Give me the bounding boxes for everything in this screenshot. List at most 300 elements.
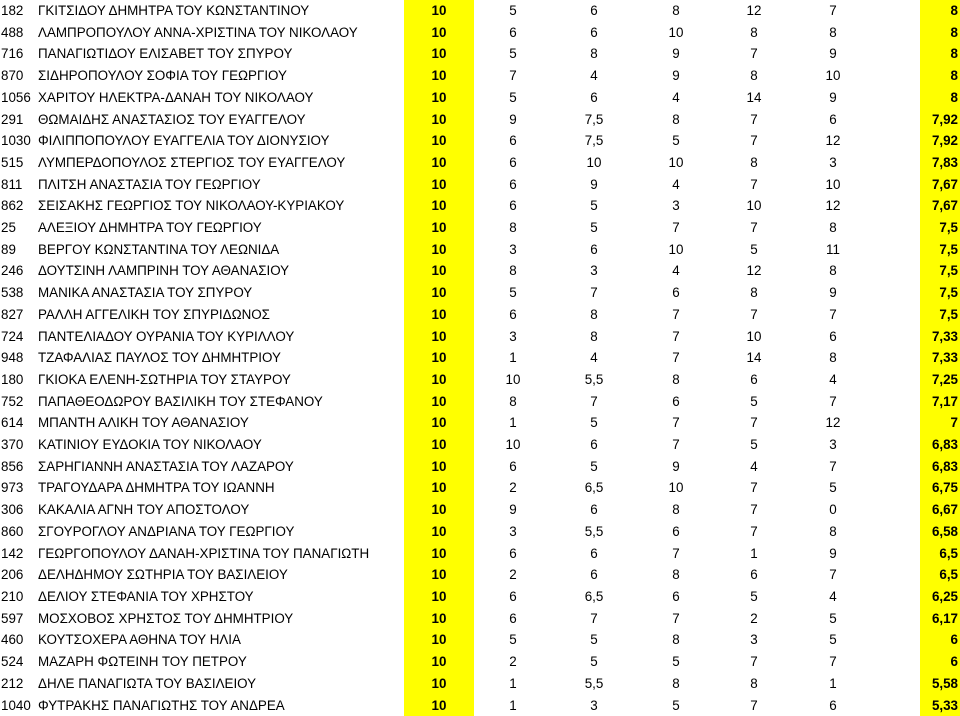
- base-grade: 10: [404, 673, 474, 695]
- base-grade: 10: [404, 22, 474, 44]
- score-4: 14: [716, 87, 792, 109]
- average-grade: 8: [920, 87, 960, 109]
- average-grade: 8: [920, 65, 960, 87]
- table-row: [0, 347, 960, 369]
- average-grade: 6,83: [920, 434, 960, 456]
- score-4: 7: [716, 499, 792, 521]
- table-row: [0, 434, 960, 456]
- average-grade: 8: [920, 0, 960, 22]
- score-5: 6: [792, 109, 874, 131]
- score-1: 1: [474, 347, 552, 369]
- score-3: 5: [636, 130, 716, 152]
- score-5: 3: [792, 152, 874, 174]
- score-5: 8: [792, 217, 874, 239]
- average-grade: 7,5: [920, 282, 960, 304]
- base-grade: 10: [404, 152, 474, 174]
- score-2: 6: [552, 543, 636, 565]
- base-grade: 10: [404, 456, 474, 478]
- student-name: ΜΑΝΙΚΑ ΑΝΑΣΤΑΣΙΑ ΤΟΥ ΣΠΥΡΟΥ: [36, 282, 404, 304]
- average-grade: 7,17: [920, 391, 960, 413]
- score-4: 10: [716, 195, 792, 217]
- student-name: ΓΚΙΟΚΑ ΕΛΕΝΗ-ΣΩΤΗΡΙΑ ΤΟΥ ΣΤΑΥΡΟΥ: [36, 369, 404, 391]
- score-5: 7: [792, 456, 874, 478]
- score-2: 5,5: [552, 521, 636, 543]
- table-row: [0, 152, 960, 174]
- score-5: 9: [792, 543, 874, 565]
- score-1: 10: [474, 434, 552, 456]
- registration-number: 1030: [0, 130, 36, 152]
- score-1: 5: [474, 629, 552, 651]
- table-row: [0, 456, 960, 478]
- table-row: [0, 217, 960, 239]
- average-grade: 6,67: [920, 499, 960, 521]
- score-1: 6: [474, 586, 552, 608]
- spacer-cell: [874, 369, 916, 391]
- score-1: 5: [474, 0, 552, 22]
- score-3: 6: [636, 391, 716, 413]
- registration-number: 811: [0, 174, 36, 196]
- base-grade: 10: [404, 629, 474, 651]
- average-grade: 6,83: [920, 456, 960, 478]
- score-2: 7: [552, 608, 636, 630]
- base-grade: 10: [404, 195, 474, 217]
- average-grade: 7,33: [920, 347, 960, 369]
- average-grade: 7,67: [920, 195, 960, 217]
- score-2: 6: [552, 0, 636, 22]
- score-2: 7: [552, 391, 636, 413]
- base-grade: 10: [404, 586, 474, 608]
- score-3: 10: [636, 152, 716, 174]
- score-3: 4: [636, 87, 716, 109]
- spacer-cell: [874, 22, 916, 44]
- student-name: ΛΑΜΠΡΟΠΟΥΛΟΥ ΑΝΝΑ-ΧΡΙΣΤΙΝΑ ΤΟΥ ΝΙΚΟΛΑΟΥ: [36, 22, 404, 44]
- score-5: 9: [792, 282, 874, 304]
- student-name: ΧΑΡΙΤΟΥ ΗΛΕΚΤΡΑ-ΔΑΝΑΗ ΤΟΥ ΝΙΚΟΛΑΟΥ: [36, 87, 404, 109]
- base-grade: 10: [404, 0, 474, 22]
- score-3: 8: [636, 629, 716, 651]
- base-grade: 10: [404, 260, 474, 282]
- score-4: 3: [716, 629, 792, 651]
- score-3: 7: [636, 217, 716, 239]
- spacer-cell: [874, 434, 916, 456]
- average-grade: 5,58: [920, 673, 960, 695]
- student-name: ΔΗΛΕ ΠΑΝΑΓΙΩΤΑ ΤΟΥ ΒΑΣΙΛΕΙΟΥ: [36, 673, 404, 695]
- score-1: 6: [474, 543, 552, 565]
- score-1: 8: [474, 217, 552, 239]
- score-1: 8: [474, 391, 552, 413]
- average-grade: 7,5: [920, 239, 960, 261]
- score-1: 1: [474, 673, 552, 695]
- score-4: 7: [716, 174, 792, 196]
- registration-number: 856: [0, 456, 36, 478]
- score-1: 6: [474, 195, 552, 217]
- student-name: ΦΥΤΡΑΚΗΣ ΠΑΝΑΓΙΩΤΗΣ ΤΟΥ ΑΝΔΡΕΑ: [36, 695, 404, 716]
- score-1: 3: [474, 326, 552, 348]
- score-3: 8: [636, 0, 716, 22]
- spacer-cell: [874, 109, 916, 131]
- score-2: 5: [552, 217, 636, 239]
- table-row: [0, 412, 960, 434]
- score-3: 7: [636, 543, 716, 565]
- base-grade: 10: [404, 174, 474, 196]
- base-grade: 10: [404, 564, 474, 586]
- table-row: [0, 695, 960, 716]
- table-row: [0, 65, 960, 87]
- score-3: 10: [636, 477, 716, 499]
- score-2: 5,5: [552, 673, 636, 695]
- score-2: 8: [552, 43, 636, 65]
- score-1: 1: [474, 412, 552, 434]
- student-name: ΜΠΑΝΤΗ ΑΛΙΚΗ ΤΟΥ ΑΘΑΝΑΣΙΟΥ: [36, 412, 404, 434]
- student-name: ΤΡΑΓΟΥΔΑΡΑ ΔΗΜΗΤΡΑ ΤΟΥ ΙΩΑΝΝΗ: [36, 477, 404, 499]
- score-5: 7: [792, 651, 874, 673]
- student-name: ΚΑΤΙΝΙΟΥ ΕΥΔΟΚΙΑ ΤΟΥ ΝΙΚΟΛΑΟΥ: [36, 434, 404, 456]
- score-5: 3: [792, 434, 874, 456]
- student-name: ΠΑΝΤΕΛΙΑΔΟΥ ΟΥΡΑΝΙΑ ΤΟΥ ΚΥΡΙΛΛΟΥ: [36, 326, 404, 348]
- score-4: 7: [716, 412, 792, 434]
- student-name: ΓΚΙΤΣΙΔΟΥ ΔΗΜΗΤΡΑ ΤΟΥ ΚΩΝΣΤΑΝΤΙΝΟΥ: [36, 0, 404, 22]
- base-grade: 10: [404, 499, 474, 521]
- score-1: 6: [474, 304, 552, 326]
- score-2: 4: [552, 347, 636, 369]
- registration-number: 860: [0, 521, 36, 543]
- table-row: [0, 608, 960, 630]
- average-grade: 8: [920, 43, 960, 65]
- base-grade: 10: [404, 477, 474, 499]
- table-row: [0, 22, 960, 44]
- score-1: 6: [474, 608, 552, 630]
- score-4: 7: [716, 109, 792, 131]
- score-2: 5: [552, 456, 636, 478]
- spacer-cell: [874, 174, 916, 196]
- score-5: 4: [792, 369, 874, 391]
- registration-number: 142: [0, 543, 36, 565]
- base-grade: 10: [404, 217, 474, 239]
- registration-number: 182: [0, 0, 36, 22]
- spacer-cell: [874, 521, 916, 543]
- score-2: 5: [552, 651, 636, 673]
- score-2: 6: [552, 22, 636, 44]
- average-grade: 6,25: [920, 586, 960, 608]
- average-grade: 6,58: [920, 521, 960, 543]
- registration-number: 370: [0, 434, 36, 456]
- average-grade: 6: [920, 629, 960, 651]
- score-3: 4: [636, 260, 716, 282]
- table-row: [0, 369, 960, 391]
- average-grade: 6,5: [920, 543, 960, 565]
- registration-number: 460: [0, 629, 36, 651]
- spacer-cell: [874, 87, 916, 109]
- score-3: 4: [636, 174, 716, 196]
- registration-number: 206: [0, 564, 36, 586]
- score-5: 7: [792, 304, 874, 326]
- base-grade: 10: [404, 543, 474, 565]
- base-grade: 10: [404, 521, 474, 543]
- registration-number: 752: [0, 391, 36, 413]
- spacer-cell: [874, 260, 916, 282]
- score-3: 7: [636, 412, 716, 434]
- spacer-cell: [874, 65, 916, 87]
- registration-number: 973: [0, 477, 36, 499]
- score-2: 9: [552, 174, 636, 196]
- score-3: 8: [636, 673, 716, 695]
- base-grade: 10: [404, 391, 474, 413]
- score-2: 7,5: [552, 109, 636, 131]
- score-5: 6: [792, 695, 874, 716]
- score-3: 9: [636, 456, 716, 478]
- score-5: 11: [792, 239, 874, 261]
- registration-number: 827: [0, 304, 36, 326]
- student-name: ΤΖΑΦΑΛΙΑΣ ΠΑΥΛΟΣ ΤΟΥ ΔΗΜΗΤΡΙΟΥ: [36, 347, 404, 369]
- score-4: 7: [716, 130, 792, 152]
- registration-number: 1056: [0, 87, 36, 109]
- table-row: [0, 109, 960, 131]
- table-row: [0, 174, 960, 196]
- student-name: ΛΥΜΠΕΡΔΟΠΟΥΛΟΣ ΣΤΕΡΓΙΟΣ ΤΟΥ ΕΥΑΓΓΕΛΟΥ: [36, 152, 404, 174]
- score-1: 6: [474, 456, 552, 478]
- score-3: 8: [636, 499, 716, 521]
- score-5: 8: [792, 521, 874, 543]
- base-grade: 10: [404, 369, 474, 391]
- student-name: ΠΑΠΑΘΕΟΔΩΡΟΥ ΒΑΣΙΛΙΚΗ ΤΟΥ ΣΤΕΦΑΝΟΥ: [36, 391, 404, 413]
- score-4: 7: [716, 695, 792, 716]
- score-2: 7,5: [552, 130, 636, 152]
- student-name: ΓΕΩΡΓΟΠΟΥΛΟΥ ΔΑΝΑΗ-ΧΡΙΣΤΙΝΑ ΤΟΥ ΠΑΝΑΓΙΩΤΗ: [36, 543, 404, 565]
- base-grade: 10: [404, 282, 474, 304]
- base-grade: 10: [404, 651, 474, 673]
- score-3: 10: [636, 22, 716, 44]
- average-grade: 8: [920, 22, 960, 44]
- registration-number: 614: [0, 412, 36, 434]
- score-3: 7: [636, 434, 716, 456]
- score-4: 7: [716, 304, 792, 326]
- score-1: 6: [474, 152, 552, 174]
- score-1: 3: [474, 521, 552, 543]
- table-row: [0, 130, 960, 152]
- spacer-cell: [874, 586, 916, 608]
- spacer-cell: [874, 326, 916, 348]
- score-2: 6,5: [552, 477, 636, 499]
- average-grade: 7,67: [920, 174, 960, 196]
- score-3: 9: [636, 65, 716, 87]
- score-4: 8: [716, 22, 792, 44]
- registration-number: 716: [0, 43, 36, 65]
- base-grade: 10: [404, 87, 474, 109]
- base-grade: 10: [404, 65, 474, 87]
- score-2: 5,5: [552, 369, 636, 391]
- registration-number: 212: [0, 673, 36, 695]
- spacer-cell: [874, 282, 916, 304]
- score-5: 5: [792, 608, 874, 630]
- registration-number: 948: [0, 347, 36, 369]
- score-2: 10: [552, 152, 636, 174]
- registration-number: 89: [0, 239, 36, 261]
- spacer-cell: [874, 695, 916, 716]
- score-2: 8: [552, 326, 636, 348]
- score-3: 8: [636, 369, 716, 391]
- student-name: ΜΑΖΑΡΗ ΦΩΤΕΙΝΗ ΤΟΥ ΠΕΤΡΟΥ: [36, 651, 404, 673]
- registration-number: 1040: [0, 695, 36, 716]
- score-1: 5: [474, 282, 552, 304]
- spacer-cell: [874, 43, 916, 65]
- score-5: 8: [792, 347, 874, 369]
- base-grade: 10: [404, 304, 474, 326]
- score-4: 7: [716, 651, 792, 673]
- registration-number: 25: [0, 217, 36, 239]
- score-5: 12: [792, 412, 874, 434]
- average-grade: 7,92: [920, 109, 960, 131]
- score-2: 6: [552, 499, 636, 521]
- score-4: 7: [716, 217, 792, 239]
- score-5: 6: [792, 326, 874, 348]
- score-1: 9: [474, 499, 552, 521]
- average-grade: 5,33: [920, 695, 960, 716]
- student-name: ΔΟΥΤΣΙΝΗ ΛΑΜΠΡΙΝΗ ΤΟΥ ΑΘΑΝΑΣΙΟΥ: [36, 260, 404, 282]
- base-grade: 10: [404, 434, 474, 456]
- score-1: 6: [474, 130, 552, 152]
- registration-number: 524: [0, 651, 36, 673]
- score-5: 9: [792, 43, 874, 65]
- score-5: 7: [792, 564, 874, 586]
- score-5: 8: [792, 260, 874, 282]
- score-1: 6: [474, 174, 552, 196]
- spacer-cell: [874, 564, 916, 586]
- score-5: 8: [792, 22, 874, 44]
- average-grade: 6,17: [920, 608, 960, 630]
- score-2: 8: [552, 304, 636, 326]
- score-5: 7: [792, 391, 874, 413]
- score-2: 7: [552, 282, 636, 304]
- score-2: 4: [552, 65, 636, 87]
- base-grade: 10: [404, 109, 474, 131]
- score-3: 5: [636, 651, 716, 673]
- score-3: 8: [636, 564, 716, 586]
- base-grade: 10: [404, 239, 474, 261]
- score-3: 7: [636, 326, 716, 348]
- table-row: [0, 0, 960, 22]
- score-2: 5: [552, 629, 636, 651]
- spacer-cell: [874, 412, 916, 434]
- student-name: ΠΑΝΑΓΙΩΤΙΔΟΥ ΕΛΙΣΑΒΕΤ ΤΟΥ ΣΠΥΡΟΥ: [36, 43, 404, 65]
- student-name: ΑΛΕΞΙΟΥ ΔΗΜΗΤΡΑ ΤΟΥ ΓΕΩΡΓΙΟΥ: [36, 217, 404, 239]
- score-5: 12: [792, 130, 874, 152]
- score-3: 7: [636, 347, 716, 369]
- average-grade: 7,83: [920, 152, 960, 174]
- spacer-cell: [874, 391, 916, 413]
- score-4: 2: [716, 608, 792, 630]
- score-2: 3: [552, 695, 636, 716]
- registration-number: 870: [0, 65, 36, 87]
- score-4: 8: [716, 282, 792, 304]
- student-name: ΣΕΙΣΑΚΗΣ ΓΕΩΡΓΙΟΣ ΤΟΥ ΝΙΚΟΛΑΟΥ-ΚΥΡΙΑΚΟΥ: [36, 195, 404, 217]
- score-1: 1: [474, 695, 552, 716]
- table-row: [0, 543, 960, 565]
- student-name: ΣΓΟΥΡΟΓΛΟΥ ΑΝΔΡΙΑΝΑ ΤΟΥ ΓΕΩΡΓΙΟΥ: [36, 521, 404, 543]
- table-row: [0, 521, 960, 543]
- score-2: 3: [552, 260, 636, 282]
- score-5: 1: [792, 673, 874, 695]
- score-5: 5: [792, 477, 874, 499]
- score-5: 10: [792, 174, 874, 196]
- student-name: ΘΩΜΑΙΔΗΣ ΑΝΑΣΤΑΣΙΟΣ ΤΟΥ ΕΥΑΓΓΕΛΟΥ: [36, 109, 404, 131]
- score-3: 9: [636, 43, 716, 65]
- score-1: 3: [474, 239, 552, 261]
- score-3: 3: [636, 195, 716, 217]
- student-name: ΔΕΛΙΟΥ ΣΤΕΦΑΝΙΑ ΤΟΥ ΧΡΗΣΤΟΥ: [36, 586, 404, 608]
- score-5: 5: [792, 629, 874, 651]
- score-2: 6,5: [552, 586, 636, 608]
- score-3: 6: [636, 586, 716, 608]
- average-grade: 7,5: [920, 260, 960, 282]
- registration-number: 862: [0, 195, 36, 217]
- score-4: 8: [716, 152, 792, 174]
- registration-number: 538: [0, 282, 36, 304]
- average-grade: 7,5: [920, 304, 960, 326]
- table-row: [0, 282, 960, 304]
- spacer-cell: [874, 0, 916, 22]
- average-grade: 6,5: [920, 564, 960, 586]
- score-5: 0: [792, 499, 874, 521]
- spacer-cell: [874, 152, 916, 174]
- base-grade: 10: [404, 347, 474, 369]
- table-row: [0, 651, 960, 673]
- score-5: 12: [792, 195, 874, 217]
- registration-number: 306: [0, 499, 36, 521]
- score-4: 4: [716, 456, 792, 478]
- spacer-cell: [874, 608, 916, 630]
- score-4: 5: [716, 391, 792, 413]
- score-4: 6: [716, 564, 792, 586]
- spacer-cell: [874, 347, 916, 369]
- score-3: 7: [636, 608, 716, 630]
- score-5: 7: [792, 0, 874, 22]
- registration-number: 180: [0, 369, 36, 391]
- student-name: ΒΕΡΓΟΥ ΚΩΝΣΤΑΝΤΙΝΑ ΤΟΥ ΛΕΩΝΙΔΑ: [36, 239, 404, 261]
- score-4: 1: [716, 543, 792, 565]
- table-row: [0, 586, 960, 608]
- score-4: 14: [716, 347, 792, 369]
- spacer-cell: [874, 195, 916, 217]
- table-row: [0, 326, 960, 348]
- student-name: ΣΑΡΗΓΙΑΝΝΗ ΑΝΑΣΤΑΣΙΑ ΤΟΥ ΛΑΖΑΡΟΥ: [36, 456, 404, 478]
- registration-number: 597: [0, 608, 36, 630]
- registration-number: 724: [0, 326, 36, 348]
- spacer-cell: [874, 629, 916, 651]
- table-row: [0, 304, 960, 326]
- student-name: ΡΑΛΛΗ ΑΓΓΕΛΙΚΗ ΤΟΥ ΣΠΥΡΙΔΩΝΟΣ: [36, 304, 404, 326]
- score-4: 10: [716, 326, 792, 348]
- score-4: 7: [716, 43, 792, 65]
- score-4: 5: [716, 586, 792, 608]
- score-1: 2: [474, 477, 552, 499]
- table-row: [0, 239, 960, 261]
- score-4: 12: [716, 260, 792, 282]
- base-grade: 10: [404, 695, 474, 716]
- base-grade: 10: [404, 608, 474, 630]
- spacer-cell: [874, 130, 916, 152]
- score-1: 6: [474, 22, 552, 44]
- student-name: ΦΙΛΙΠΠΟΠΟΥΛΟΥ ΕΥΑΓΓΕΛΙΑ ΤΟΥ ΔΙΟΝΥΣΙΟΥ: [36, 130, 404, 152]
- score-3: 6: [636, 282, 716, 304]
- table-row: [0, 477, 960, 499]
- score-1: 8: [474, 260, 552, 282]
- table-row: [0, 673, 960, 695]
- score-2: 5: [552, 195, 636, 217]
- score-3: 6: [636, 521, 716, 543]
- spacer-cell: [874, 499, 916, 521]
- score-2: 6: [552, 564, 636, 586]
- score-4: 8: [716, 65, 792, 87]
